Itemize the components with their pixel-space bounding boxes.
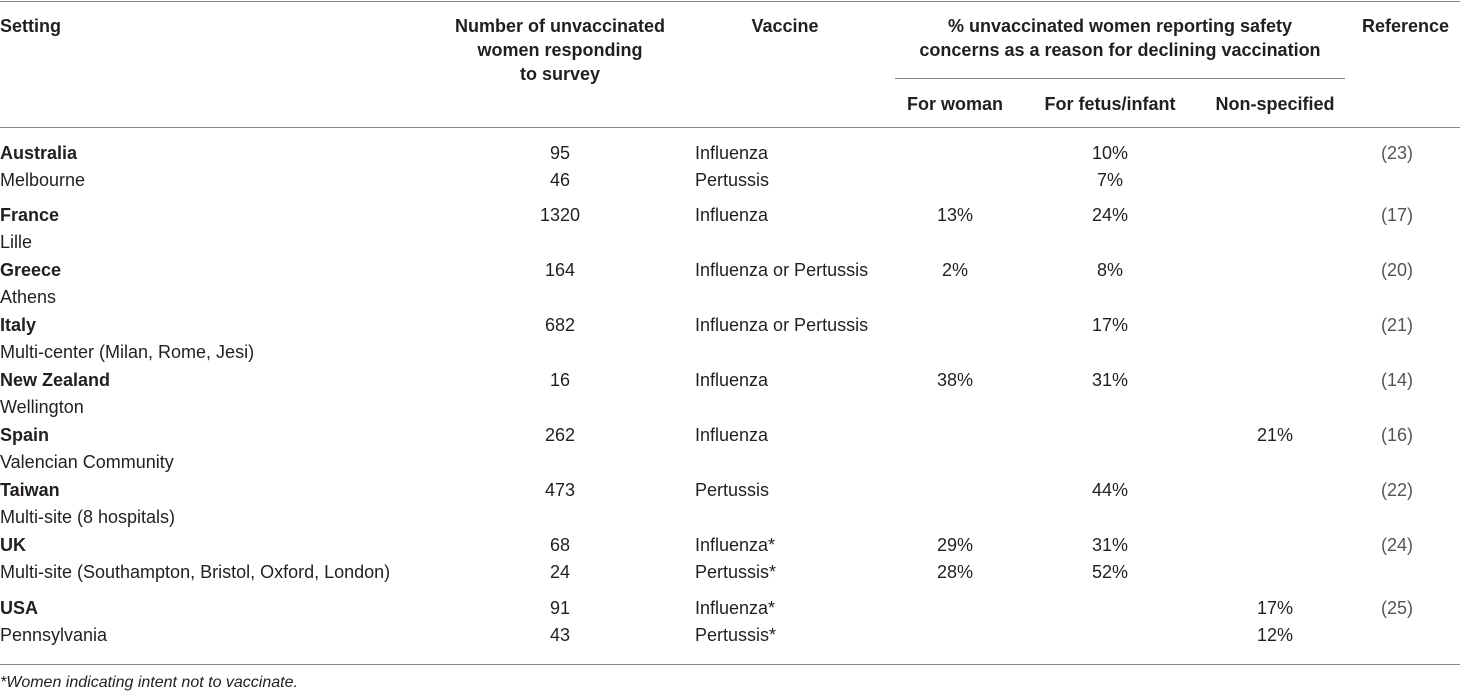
cell-fetus: 10% <box>1091 143 1129 163</box>
reference-cell: (22) <box>1380 480 1413 500</box>
cell-vaccine: Pertussis <box>695 480 770 500</box>
header-number <box>430 14 690 86</box>
reference-cell: (21) <box>1380 315 1413 335</box>
header-number-line-1: Number of unvaccinated <box>454 16 666 36</box>
cell-woman: 13% <box>936 205 974 225</box>
cell-n: 1320 <box>539 205 581 225</box>
cell-vaccine: Pertussis* <box>695 562 777 582</box>
cell-fetus: 44% <box>1091 480 1129 500</box>
cell-n: 43 <box>549 625 571 645</box>
header-safety-group <box>880 14 1360 62</box>
header-for-woman: For woman <box>906 94 1003 114</box>
cell-fetus: 24% <box>1091 205 1129 225</box>
header-for-fetus: For fetus/infant <box>1044 94 1176 114</box>
header-number-line-2: women responding <box>477 40 643 60</box>
setting-country: USA <box>0 598 39 618</box>
reference-cell: (20) <box>1380 260 1413 280</box>
header-non-specified: Non-specified <box>1215 94 1335 114</box>
reference-cell: (24) <box>1380 535 1413 555</box>
cell-n: 682 <box>544 315 576 335</box>
setting-country: UK <box>0 535 26 555</box>
header-vaccine: Vaccine <box>751 16 819 36</box>
cell-vaccine: Influenza <box>695 370 769 390</box>
cell-woman: 28% <box>936 562 974 582</box>
cell-woman: 2% <box>941 260 968 280</box>
header-bottom-rule <box>0 127 1460 128</box>
table-top-rule <box>0 1 1460 2</box>
setting-country: France <box>0 205 60 225</box>
setting-country: Spain <box>0 425 50 445</box>
cell-n: 473 <box>544 480 576 500</box>
cell-n: 46 <box>549 170 571 190</box>
setting-country: Australia <box>0 143 78 163</box>
setting-country: Taiwan <box>0 480 60 500</box>
cell-vaccine: Influenza <box>695 205 769 225</box>
cell-n: 164 <box>544 260 576 280</box>
reference-cell: (23) <box>1380 143 1413 163</box>
reference-cell: (25) <box>1380 598 1413 618</box>
cell-n: 95 <box>549 143 571 163</box>
header-safety-group-line-1: % unvaccinated women reporting safety <box>947 16 1293 36</box>
cell-vaccine: Pertussis* <box>695 625 777 645</box>
cell-vaccine: Influenza <box>695 143 769 163</box>
cell-n: 16 <box>549 370 571 390</box>
cell-vaccine: Pertussis <box>695 170 770 190</box>
cell-fetus: 17% <box>1091 315 1129 335</box>
cell-n: 68 <box>549 535 571 555</box>
cell-fetus: 8% <box>1096 260 1123 280</box>
header-reference: Reference <box>1362 16 1450 36</box>
cell-fetus: 31% <box>1091 535 1129 555</box>
cell-fetus: 31% <box>1091 370 1129 390</box>
cell-vaccine: Influenza* <box>695 535 776 555</box>
cell-n: 262 <box>544 425 576 445</box>
cell-vaccine: Influenza or Pertussis <box>695 260 869 280</box>
setting-location: Pennsylvania <box>0 625 108 645</box>
setting-country: Italy <box>0 315 37 335</box>
setting-location: Multi-site (Southampton, Bristol, Oxford, London) <box>0 562 391 582</box>
cell-woman: 29% <box>936 535 974 555</box>
cell-nonspec: 17% <box>1256 598 1294 618</box>
setting-location: Valencian Community <box>0 452 174 472</box>
cell-vaccine: Influenza or Pertussis <box>695 315 869 335</box>
cell-nonspec: 12% <box>1256 625 1294 645</box>
setting-country: New Zealand <box>0 370 111 390</box>
table-bottom-rule <box>0 664 1460 665</box>
cell-nonspec: 21% <box>1256 425 1294 445</box>
cell-fetus: 7% <box>1096 170 1123 190</box>
footnote: *Women indicating intent not to vaccinate. <box>0 674 298 691</box>
cell-vaccine: Influenza <box>695 425 769 445</box>
setting-location: Lille <box>0 232 33 252</box>
setting-location: Multi-center (Milan, Rome, Jesi) <box>0 342 255 362</box>
setting-location: Multi-site (8 hospitals) <box>0 507 176 527</box>
reference-cell: (16) <box>1380 425 1413 445</box>
cell-vaccine: Influenza* <box>695 598 776 618</box>
cell-n: 91 <box>549 598 571 618</box>
setting-location: Wellington <box>0 397 84 417</box>
header-safety-group-line-2: concerns as a reason for declining vaccination <box>919 40 1321 60</box>
header-number-line-3: to survey <box>519 64 601 84</box>
reference-cell: (14) <box>1380 370 1413 390</box>
cell-n: 24 <box>549 562 571 582</box>
header-setting: Setting <box>0 16 61 36</box>
reference-cell: (17) <box>1380 205 1413 225</box>
setting-location: Melbourne <box>0 170 86 190</box>
cell-woman: 38% <box>936 370 974 390</box>
setting-country: Greece <box>0 260 62 280</box>
cell-fetus: 52% <box>1091 562 1129 582</box>
setting-location: Athens <box>0 287 57 307</box>
group-header-rule <box>895 78 1345 79</box>
